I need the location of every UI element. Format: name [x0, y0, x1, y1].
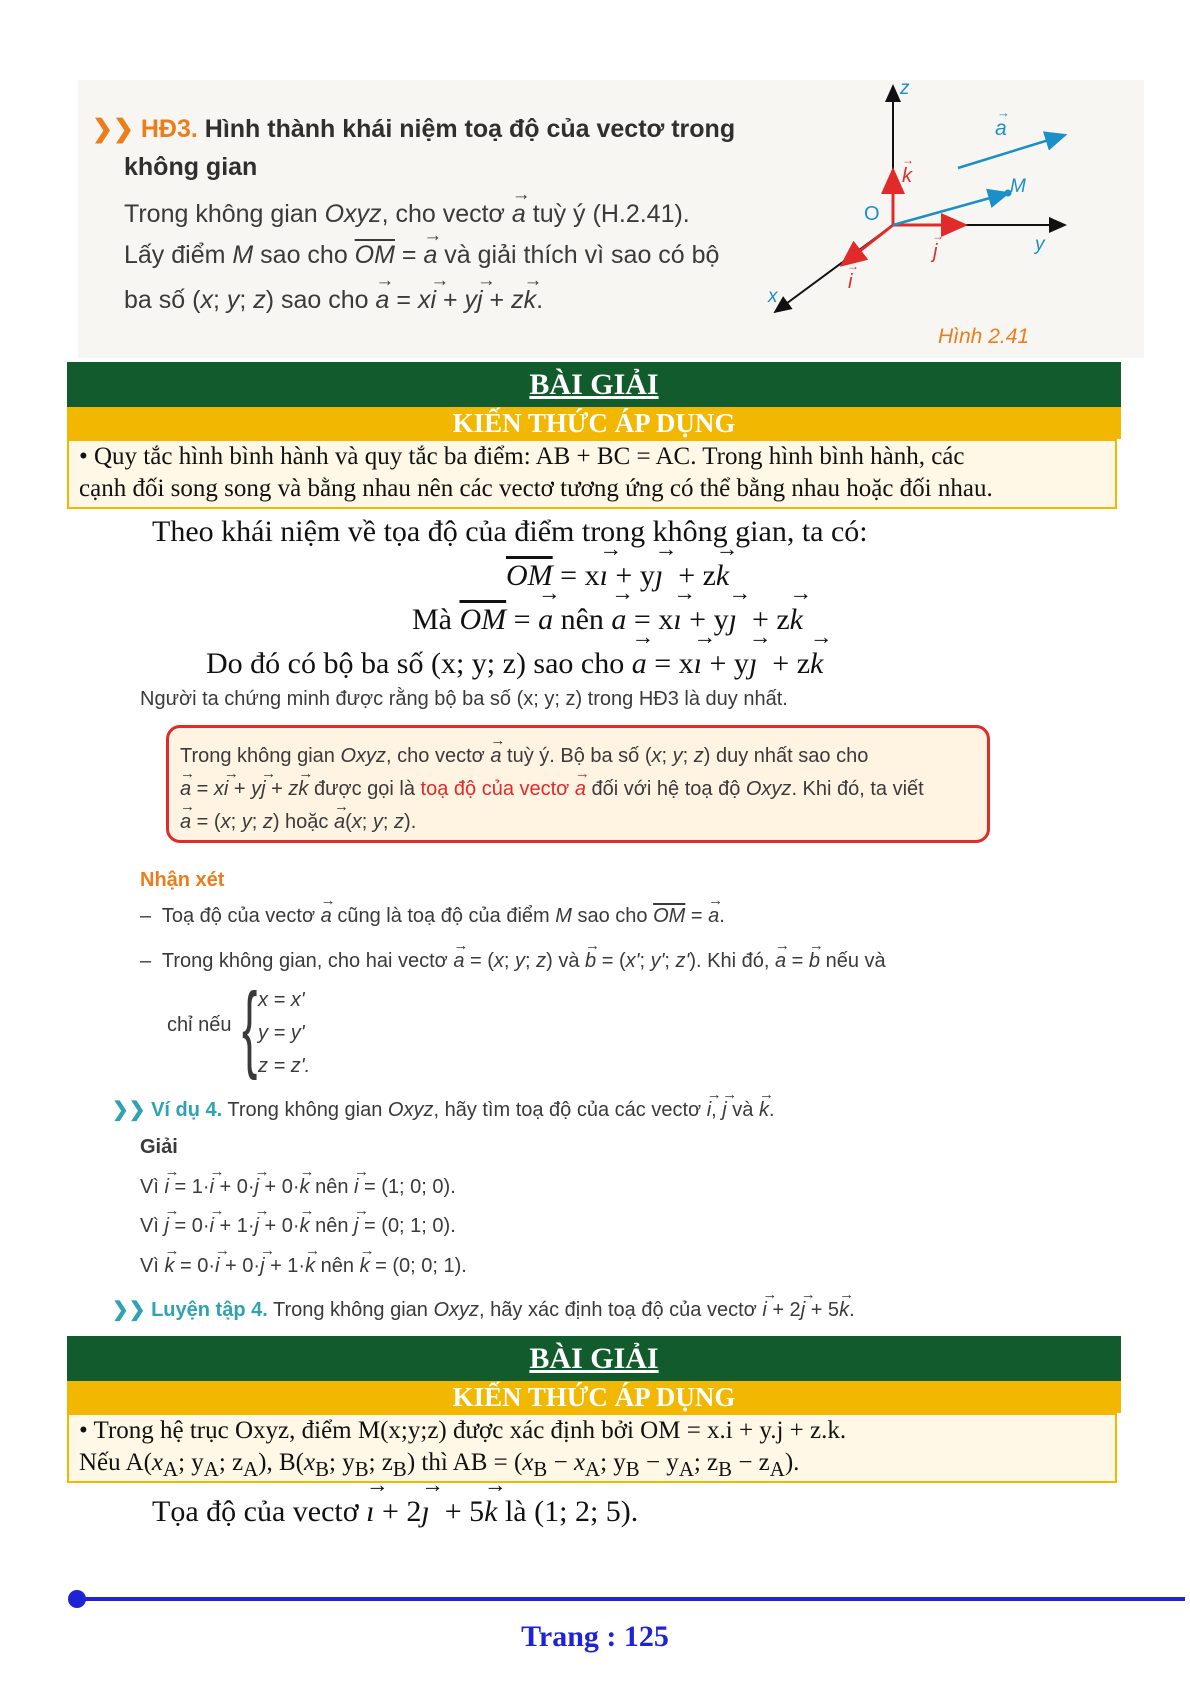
- knowledge2-line1: • Trong hệ trục Oxyz, điểm M(x;y;z) được xác định bởi OM = x.i + y.j + z.k.: [79, 1417, 847, 1444]
- system-brace: {: [242, 971, 258, 1081]
- example-tag: Ví dụ 4.: [151, 1099, 223, 1121]
- om-vector: [893, 193, 1008, 225]
- system-eq-1: x = x': [258, 989, 305, 1011]
- a-vector: [958, 135, 1065, 168]
- remark-1: – Toạ độ của vectơ → a cũng là toạ độ của điểm M sao cho $\overline{OM}$ = → a.: [140, 905, 725, 928]
- solution-heading-2: BÀI GIẢI: [67, 1336, 1121, 1381]
- exercise-body-line2: Lấy điểm M sao cho $\overline{OM}$ = → a và giải thích vì sao có bộ: [124, 241, 719, 270]
- solution-line1: Theo khái niệm về tọa độ của điểm trong không gian, ta có:: [152, 515, 868, 548]
- chevron-icon: ❯❯: [92, 115, 134, 143]
- exercise-title-line1: Hình thành khái niệm toạ độ của vectơ trong: [204, 115, 736, 143]
- figure-caption: Hình 2.41: [938, 325, 1030, 348]
- remark-2: – Trong không gian, cho hai vectơ → a = (x; y; z) và → b = (x'; y'; z'). Khi đó, → a = → b nếu và: [140, 950, 886, 973]
- system-eq-2: y = y': [258, 1022, 305, 1044]
- solution-label: Giải: [140, 1136, 178, 1158]
- practice-tag: Luyện tập 4.: [151, 1299, 268, 1321]
- exercise-title-line2: không gian: [124, 153, 258, 181]
- chevron-icon: ❯❯: [112, 1299, 146, 1321]
- exercise-body-line3: ba số (x; y; z) sao cho → a = x→ i + y→ j + z→ k.: [124, 286, 543, 315]
- j-label: j: [933, 241, 938, 263]
- knowledge2-line2: Nếu $A(x_A$; $y_A$; $z_A$), $B(x_B$; $y_B$; $z_B$) thì AB = ($x_B - x_A$; $y_B - y_A$; $z_B - z_A$).: [79, 1449, 800, 1481]
- example-text: Trong không gian Oxyz, hãy tìm toạ độ của các vectơ → i, → j và → k.: [227, 1099, 774, 1121]
- exercise-body-line1: Trong không gian Oxyz, cho vectơ → a tuỳ ý (H.2.41).: [124, 200, 690, 229]
- remark-title: Nhận xét: [140, 869, 225, 891]
- solution-heading: BÀI GIẢI: [67, 362, 1121, 407]
- system-equations: [258, 984, 310, 1083]
- definition-line2: → a = x→ i + y→ j + z→ k được gọi là toạ độ của vectơ → a đối với hệ toạ độ Oxyz. Khi đó, ta viết: [180, 778, 924, 801]
- k-label: k: [902, 165, 912, 187]
- page-number: Trang : 125: [521, 1620, 669, 1653]
- final-answer: Tọa độ của vectơ → ı + 2→ ȷ + 5→ k là (1; 2; 5).: [152, 1492, 638, 1532]
- i-label: i: [848, 271, 853, 293]
- svg-text:→: →: [932, 229, 944, 243]
- system-eq-3: z = z'.: [258, 1055, 311, 1077]
- solution-line2: $\overline{OM} = x\to$ ı + y→ ȷ + z→ k: [506, 556, 729, 596]
- y-label: y: [1035, 234, 1045, 255]
- exercise-tag: HĐ3.: [140, 115, 198, 143]
- footer-line: [75, 1597, 1185, 1601]
- x-label: x: [768, 286, 778, 307]
- footer-dot: [68, 1590, 86, 1608]
- practice-text: Trong không gian Oxyz, hãy xác định toạ độ của vectơ → i + 2→ j + 5→ k.: [273, 1299, 855, 1321]
- example-line-1: Vì → i = 1·→ i + 0·→ j + 0·→ k nên → i = (1; 0; 0).: [140, 1176, 456, 1199]
- m-label: M: [1010, 176, 1026, 197]
- solution-line3: Mà $\overline{OM}$ = → a nên → a = x→ ı + y→ ȷ + z→ k: [412, 600, 803, 640]
- example-line-2: Vì → j = 0·→ i + 1·→ j + 0·→ k nên → j = (0; 1; 0).: [140, 1215, 456, 1238]
- solution-subheading-2: KIẾN THỨC ÁP DỤNG: [67, 1381, 1121, 1413]
- coordinate-figure: [768, 78, 1140, 355]
- intro-text: Người ta chứng minh được rằng bộ ba số (x; y; z) trong HĐ3 là duy nhất.: [140, 688, 788, 710]
- solution-subheading: KIẾN THỨC ÁP DỤNG: [67, 407, 1121, 439]
- svg-text:→: →: [847, 259, 859, 273]
- z-label: z: [900, 78, 910, 99]
- svg-text:→: →: [997, 105, 1010, 120]
- definition-line1: Trong không gian Oxyz, cho vectơ → a tuỳ ý. Bộ ba số (x; y; z) duy nhất sao cho: [180, 745, 868, 768]
- practice-header: [112, 1297, 855, 1322]
- chevron-icon: ❯❯: [112, 1099, 146, 1121]
- origin-label: O: [864, 203, 880, 225]
- svg-text:→: →: [902, 153, 914, 167]
- knowledge-line1: • Quy tắc hình bình hành và quy tắc ba điểm: AB + BC = AC. Trong hình bình hành, các: [79, 443, 965, 470]
- a-label: a: [995, 117, 1007, 140]
- exercise-title: [92, 110, 735, 148]
- example-line-3: Vì → k = 0·→ i + 0·→ j + 1·→ k nên → k = (0; 0; 1).: [140, 1255, 467, 1278]
- knowledge-box: [67, 439, 1117, 509]
- remark-2-cont: chỉ nếu: [167, 1014, 232, 1036]
- knowledge-box-2: [67, 1413, 1117, 1483]
- solution-line4: Do đó có bộ ba số (x; y; z) sao cho → a = x→ ı + y→ ȷ + z→ k: [206, 644, 823, 684]
- definition-line3: → a = (x; y; z) hoặc → a(x; y; z).: [180, 811, 416, 834]
- example-header: [112, 1097, 775, 1122]
- knowledge-line2: cạnh đối song song và bằng nhau nên các vectơ tương ứng có thể bằng nhau hoặc đối nhau.: [79, 475, 993, 502]
